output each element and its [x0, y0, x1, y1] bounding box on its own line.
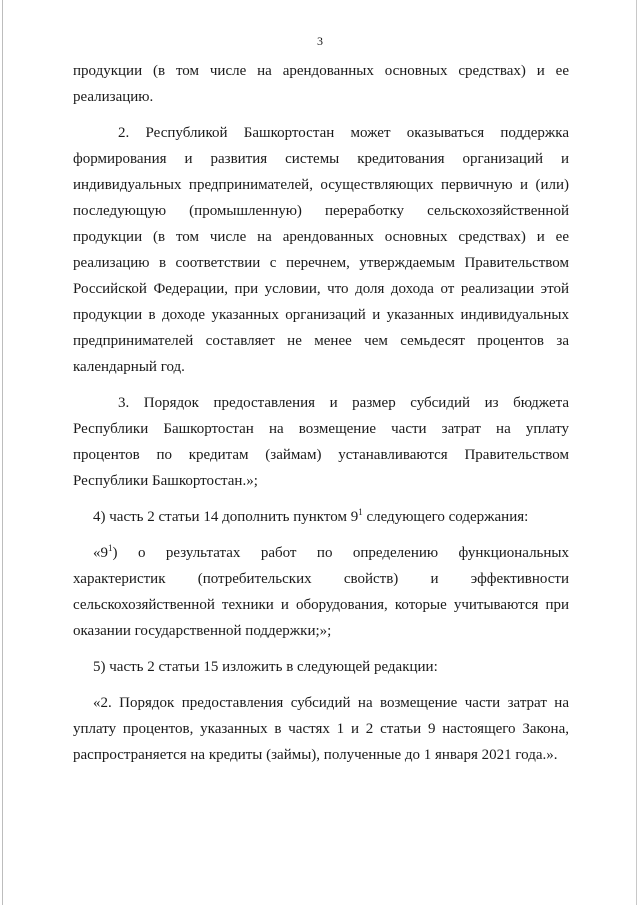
text-line: характеристик (потребительских свойств) и эффективности: [73, 571, 569, 587]
superscript: 1: [358, 507, 363, 517]
text-line: 3. Порядок предоставления и размер субсидий из бюджета: [118, 395, 569, 411]
text-fragment: 4) часть 2 статьи 14 дополнить пунктом 9: [93, 509, 359, 525]
text-line: Республики Башкортостан на возмещение части затрат на уплату: [73, 421, 569, 437]
text-line: предпринимателей составляет не менее чем семьдесят процентов за: [73, 333, 569, 349]
text-fragment: следующего содержания:: [362, 509, 529, 525]
scan-edge-left: [2, 0, 3, 905]
text-line: Российской Федерации, при условии, что доля дохода от реализации этой: [73, 281, 569, 297]
text-line: [73, 540, 569, 566]
text-line: уплату процентов, указанных в частях 1 и 2 статьи 9 настоящего Закона,: [73, 721, 569, 737]
text-line: Республики Башкортостан.»;: [73, 473, 258, 489]
text-fragment: «9: [93, 545, 108, 561]
text-line: продукции (в том числе на арендованных основных средствах) и ее: [73, 229, 569, 245]
text-line: распространяется на кредиты (займы), полученные до 1 января 2021 года.».: [73, 747, 558, 763]
superscript: 1: [108, 543, 113, 553]
text-line: сельскохозяйственной техники и оборудования, которые учитываются при: [73, 597, 569, 613]
text-line: продукции (в том числе на арендованных основных средствах) и ее: [73, 63, 569, 79]
text-line: [73, 504, 569, 530]
text-line: процентов по кредитам (займам) устанавливаются Правительством: [73, 447, 569, 463]
text-line: 2. Республикой Башкортостан может оказываться поддержка: [118, 125, 569, 141]
text-line: «2. Порядок предоставления субсидий на возмещение части затрат на: [93, 695, 569, 711]
text-line: формирования и развития системы кредитования организаций и: [73, 151, 569, 167]
text-line: последующую (промышленную) переработку сельскохозяйственной: [73, 203, 569, 219]
document-body: [73, 58, 569, 768]
text-line: индивидуальных предпринимателей, осуществляющих первичную и (или): [73, 177, 569, 193]
text-line: 5) часть 2 статьи 15 изложить в следующей редакции:: [93, 659, 438, 675]
text-line: календарный год.: [73, 359, 185, 375]
text-line: продукции в доходе указанных организаций и указанных индивидуальных: [73, 307, 569, 323]
text-line: реализацию в соответствии с перечнем, утверждаемым Правительством: [73, 255, 569, 271]
scan-edge-right: [636, 0, 637, 905]
text-fragment: ) о результатах работ по определению функциональных: [112, 545, 569, 561]
text-line: оказании государственной поддержки;»;: [73, 623, 332, 639]
page-number: 3: [317, 34, 323, 48]
text-line: реализацию.: [73, 89, 154, 105]
